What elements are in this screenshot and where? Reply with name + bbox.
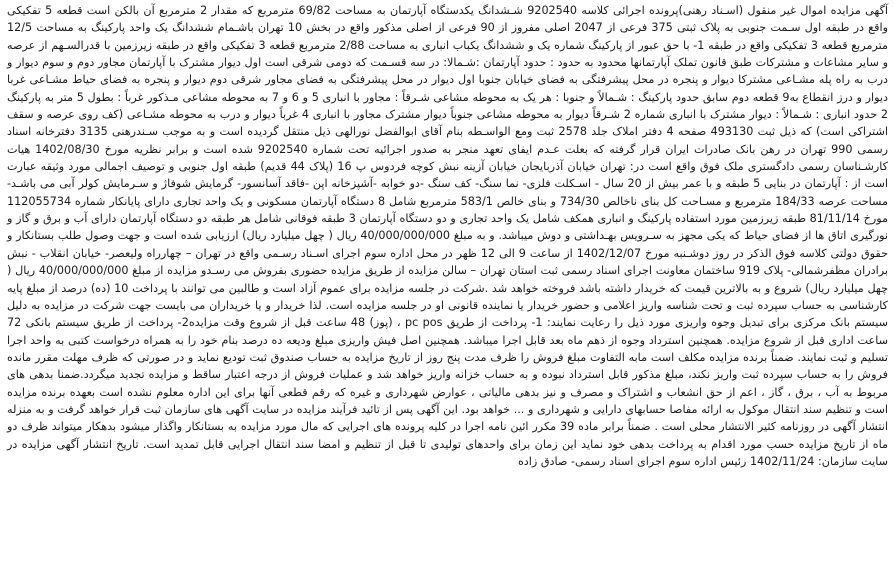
notice-body-text: آگهی مزایده اموال غیر منقول (اسـناد رهنی)پرونده اجرائی کلاسه 9202540 شـشدانگ یکدستگاه آپارتمان به مساحت 69/82 مترمربع که مقدار 2 مترمربع آن بالکن است قطعه 5 تفکیکی واقع در طبقه اول سـمت جنوبی به پلاک ثبتی 375 فرعی از 2047 اصلی مفروز از 90 فرعی از اصلی مذکور واقع در بخش 10 تهران باشـمام ششدانگ یک واحد پارکینگ به مساحت 12/5 مترمربع قطعه 3 تفکیکی واقع در طبقه 1- با حق عبور از پارکینگ شماره یک و ششدانگ یکباب انباری به مساحت 2/88 مترمربع قطعه 3 تفکیکی واقع در طبقه زیرزمین با قدرالسـهم از عرصه و سایر مشاعات و مشترکات طبق قانون تملک آپارتمانها محدود به حدود : حدود آپارتمان :شـمالا: در سه قسـمت که دومی شرقی است اول دیوار مشترک با آپارتمان مجاور دوم و سوم دیوار و درب به راه پله مشـاعی مشترکا دیوار و پنجره در محل پیشرفتگی به فضای خیابان جنوبا اول دیوار در محل پیشرفتگی به فضای مجاور شرقی دوم دیوار و پنجره به فضای حیاط مشـاعی غربا دیوار و درز انقطاع به9 قطعه دوم سابق حدود پارکینگ : شـمالاً و جنوبا : هر یک به محوطه مشاعی شـرقاً : مجاور با انباری 5 و 6 و 7 به محوطه مشاعی مـذکور غرباً : بطول 5 متر به پارکینگ 2 حدود انباری : شـمالاً : دیوار مشترک با انباری شماره 2 شـرقاً دیوار به محوطه مشاعی جنوباً دیوار مشترک مجاور با انباری 4 غرباً دیوار و درب به محوطه مشـاعی (کف روی عرصه و سقف اشتراکی است) که ذیل ثبت 493130 صفحه 4 دفتر املاک جلد 2578 ثبت ومع الواسـطه بنام آقای ابوالفضل نورالهی ذیل منتقل گردیده است و به موجب سـندرهنی 3135 دفترخانه اسناد رسمی 990 تهران در رهن بانک صادرات ایران قرار گرفته که بعلت عـدم ایفای تعهد منجر به صدور اجرائیه تحت شماره 9202540 شده است و برابر نظریه مورخ 1402/08/30 هیات کارشـناسان رسمی دادگستری ملک فوق واقع است در: تهران خیابان آذربایجان خیابان آزینه نبش کوچه فردوس پ 16 (پلاک 44 قدیم) طبقه اول جنوبی و توصیف اجمالی مورد وثیقه عبارت است از : آپارتمان در بنایی 5 طبقه و با عمر بیش از 20 سال - اسـکلت فلزی- نما سنگ- کف سنگ -دو خوابه -آشپزخانه اپن -فاقد آسانسور- گرمایش شوفاژ و سـرمایش کولر آبی می باشـد-مساحت عرصه 184/33 مترمربع و مسـاحت کل بنای ناخالص 734/30 و بنای خالص 583/1 مترمربع شامل 8 دستگاه آپارتمان مسکونی و یک واحد تجاری دارای پایانکار شماره 112055734 مورخ 81/11/14 طبقه زیرزمین مورد استفاده پارکینگ و انباری همکف شامل یک واحد تجاری و دو دستگاه آپارتمان 3 طبقه فوقانی شامل هر طبقه دو دستگاه آپارتمان دارای آب و برق و گاز و نورگیری اتاق ها از فضای حیاط که یکی مجهز به سـرویس بهـداشتی و دوش میباشد. و به مبلغ 40/000/000/000 ریال ( چهل میلیارد ریال) ارزیابی شده است و جهت وصول طلب بستانکار و حقوق دولتی کلاسه فوق الذکر در روز دوشـنبه مورخ 1402/12/07 از ساعت 9 الی 12 ظهر در محل اداره سوم اجرای اسـناد رسـمی واقع در تهران – چهارراه ولیعصر- خیابان انقلاب - نبش برادران مظفرشمالی- پلاک 919 ساختمان معاونت اجرای اسناد رسمی ثبت استان تهران – سالن مزایده از طریق مزایده حضوری بفروش می رسـدو مزایده از مبلغ 40/000/000/000 ریال ( چهل میلیارد ریال) شروع و به بالاترین قیمت که خریدار داشته باشد فروخته خواهد شد .شرکت در جلسه مزایده برای عموم آزاد است و طالبین می توانند با پرداخت 10 (ده) درصد از مبلغ پایه کارشناسی به حساب سپرده ثبت و تحت شناسه واریز اعلامی و حضور خریدار یا نماینده قانونی او در جلسه مزایده است. لذا خریدار و یا خریداران می بایست جهت شرکت در مزایده به دلیل سیستم بانک مرکزی برای تبدیل وجوه واریزی مورد ذیل را رعایت نمایند: 1- پرداخت از طریق pc pos ، (پوز) 48 ساعت قبل از شروع وقت مزایده2- پرداخت از طریق سیستم بانکی 72 ساعت اداری قبل از شروع مزایده. همچنین استرداد وجوه از ذهم ماه بعد قابل اجرا میباشد. همچنین اصل فیش واریزی مبلغ ودیعه ده درصد بنام خود را به همراه درخواست کتبی به واحد اجرا تسلیم و ثبت نمایند. ضمناً برنده مزایده مکلف است مابه التفاوت مبلغ فروش را ظرف مدت پنج روز از تاریخ مزایده به حساب صندوق ثبت تودیع نماید و در صورتی که ظرف مهلت مقرر مانده فروش را به حساب سپرده ثبت واریز نکند، مبلغ مذکور قابل استرداد نبوده و به حساب خزانه واریز خواهد شد و عملیات فروش از درجه اعتبار ساقط و مزایده تجدید میگردد.ضمنا بدهی های مربوط به آب ، برق ، گاز ، اعم از حق انشعاب و اشتراک و مصرف و نیز بدهی مالیاتی ، عوارض شهرداری و غیره که رقم قطعی آنها برای این اداره معلوم نشده است بعهده برنده مزایده است و تنظیم سند انتقال موکول به ارائه مفاصا حسابهای دارایی و شهرداری و ... خواهد بود. این آگهی پس از تائید فرآیند مزایده در سایت آگهی های سازمان ثبت قرار خواهد گرفت و به منزله انتشار آگهی در روزنامه کثیر الانتشار محلی است . ضمناً برابر ماده 39 مکرر ائین نامه اجرا در کلیه پرونده های اجرایی که مال مورد مزایده به بستانکار واگذار میشود بدهکار میتواند ظرف دو ماه از تاریخ مزایده حسب مورد اقدام به پرداخت بدهی خود نماید این زمان برای واحدهای تولیدی تا قبل از تنظیم و امضا سند انتقال اجرایی قابل تمدید است. تاریخ انتشار آگهی مزایده در سایت سازمان: 1402/11/24 رئیس اداره سوم اجرای اسناد رسمی- صادق زاده: [7, 4, 889, 468]
